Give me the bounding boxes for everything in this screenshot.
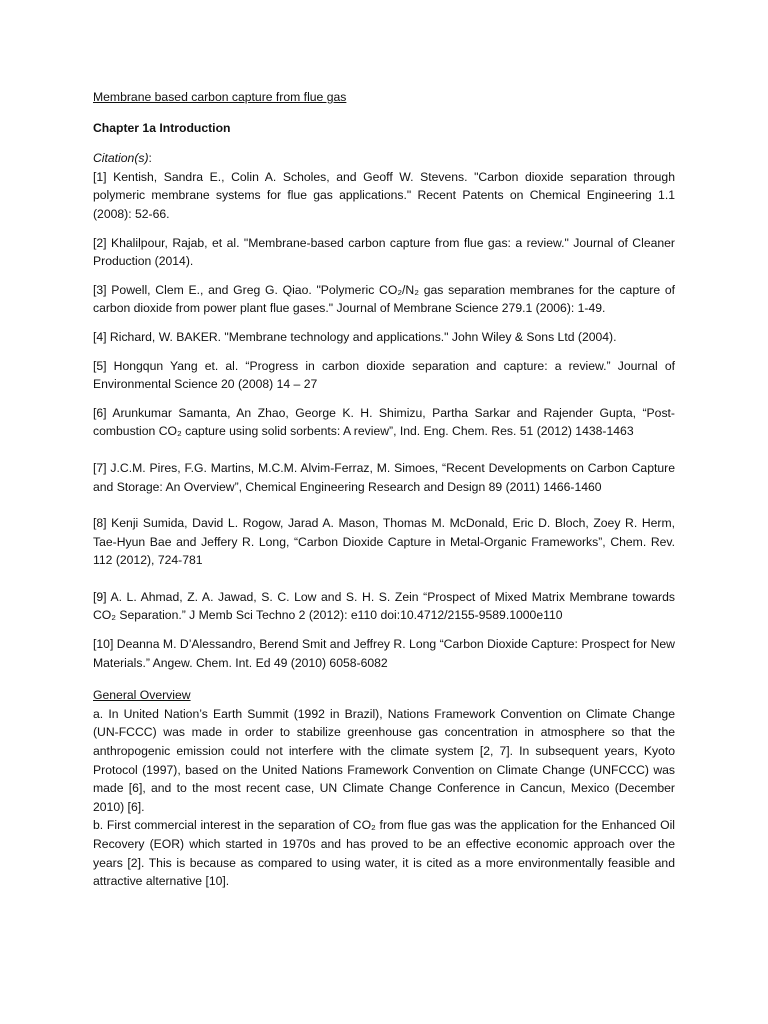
reference-5: [5] Hongqun Yang et. al. “Progress in carbon dioxide separation and capture: a review.” Journal of Environmental Science 20 (2008) 14 – 27 [93,358,675,392]
overview-paragraph-a: a. In United Nation’s Earth Summit (1992 in Brazil), Nations Framework Convention on Climate Change (UN-FCCC) was made in order to stabilize greenhouse gas concentration in atmosphere so that the anthropogenic emission could not interfere with the climate system [2, 7]. In subsequent years, Kyoto Protocol (1997), based on the United Nations Framework Convention on Climate Change (UNFCCC) was made [6], and to the most recent case, UN Climate Change Conference in Cancun, Mexico (December 2010) [6]. [93,706,675,814]
reference-3: [3] Powell, Clem E., and Greg G. Qiao. "Polymeric CO₂/N₂ gas separation membranes for the capture of carbon dioxide from power plant flue gases." Journal of Membrane Science 279.1 (2006): 1-49. [93,282,675,316]
reference-4: [4] Richard, W. BAKER. "Membrane technology and applications." John Wiley & Sons Ltd (2004). [93,329,617,344]
citations-colon: : [148,151,152,166]
reference-8: [8] Kenji Sumida, David L. Rogow, Jarad A. Mason, Thomas M. McDonald, Eric D. Bloch, Zoey R. Herm, Tae-Hyun Bae and Jeffery R. Long, “Carbon Dioxide Capture in Metal-Organic Frameworks”, Chem. Rev. 112 (2012), 724-781 [93,516,675,568]
reference-10: [10] Deanna M. D’Alessandro, Berend Smit and Jeffrey R. Long “Carbon Dioxide Capture: Prospect for New Materials.” Angew. Chem. Int. Ed 49 (2010) 6058-6082 [93,637,675,670]
reference-1: [1] Kentish, Sandra E., Colin A. Scholes, and Geoff W. Stevens. "Carbon dioxide separation through polymeric membrane systems for flue gas applications." Recent Patents on Chemical Engineering 1.1 (2008): 52-66. [93,169,675,221]
reference-6: [6] Arunkumar Samanta, An Zhao, George K. H. Shimizu, Partha Sarkar and Rajender Gupta, “Post-combustion CO₂ capture using solid sorbents: A review”, Ind. Eng. Chem. Res. 51 (2012) 1438-1463 [93,405,675,439]
chapter-heading: Chapter 1a Introduction [93,120,231,135]
overview-heading: General Overview [93,688,191,703]
citations-label: Citation(s) [93,151,149,166]
document-body [93,88,675,891]
reference-7: [7] J.C.M. Pires, F.G. Martins, M.C.M. Alvim-Ferraz, M. Simoes, “Recent Developments on Carbon Capture and Storage: An Overview”, Chemical Engineering Research and Design 89 (2011) 1466-1460 [93,460,675,494]
citations-heading [93,149,675,168]
document-title: Membrane based carbon capture from flue gas [93,90,347,104]
reference-2: [2] Khalilpour, Rajab, et al. "Membrane-based carbon capture from flue gas: a review." Journal of Cleaner Production (2014). [93,235,675,269]
reference-9: [9] A. L. Ahmad, Z. A. Jawad, S. C. Low and S. H. S. Zein “Prospect of Mixed Matrix Membrane towards CO₂ Separation.” J Memb Sci Techno 2 (2012): e110 doi:10.4712/2155-9589.1000e110 [93,589,675,623]
overview-paragraph-b: b. First commercial interest in the separation of CO₂ from flue gas was the application for the Enhanced Oil Recovery (EOR) which started in 1970s and has proved to be an effective economic approach over the years [2]. This is because as compared to using water, it is cited as a more environmentally feasible and attractive alternative [10]. [93,818,675,889]
